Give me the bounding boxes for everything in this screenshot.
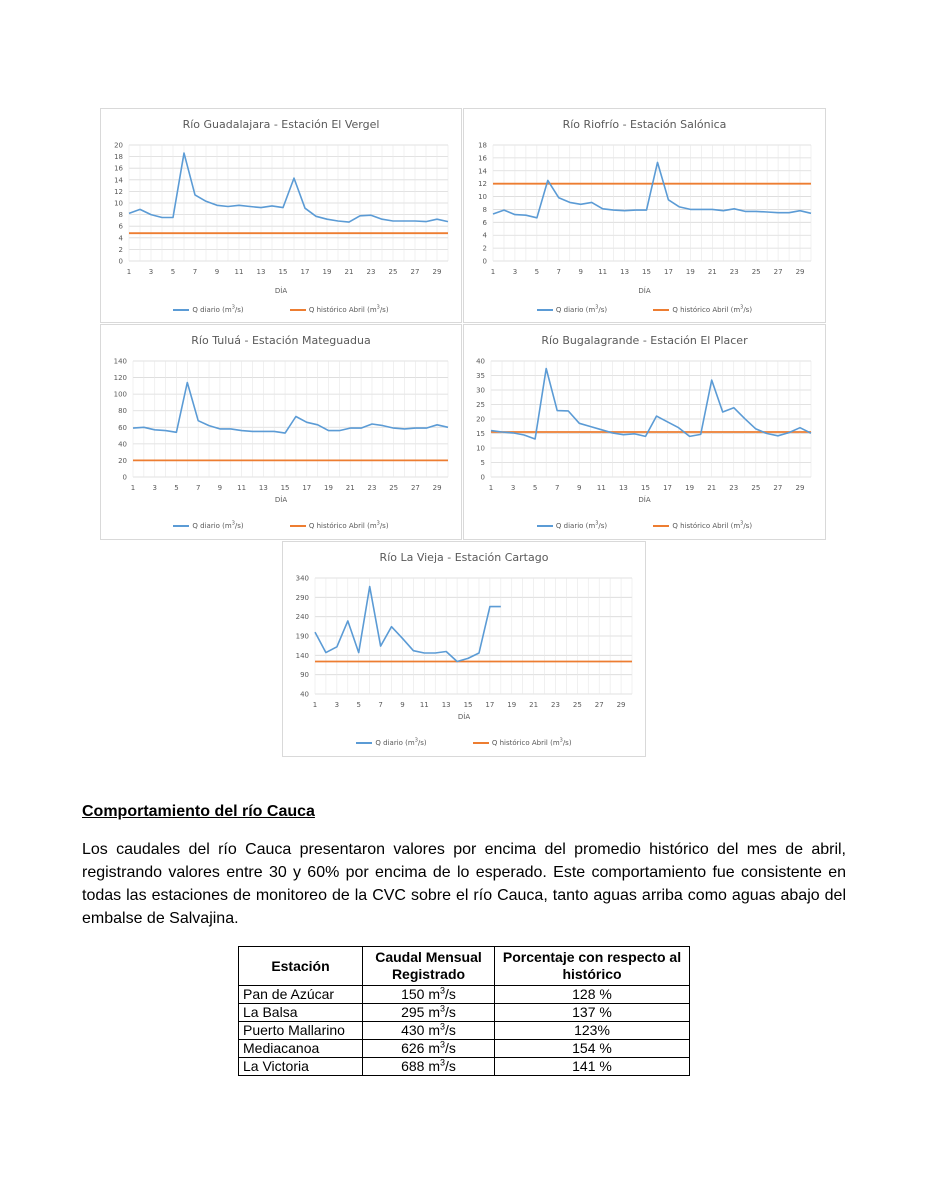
y-tick-label: 12 (114, 187, 123, 196)
x-tick-label: 13 (256, 268, 266, 276)
x-tick-label: 7 (554, 484, 560, 492)
x-tick-label: 25 (388, 268, 398, 276)
x-tick-label: 29 (432, 484, 442, 492)
x-axis-label: DÍA (274, 287, 288, 295)
x-tick-label: 11 (598, 268, 608, 276)
legend (101, 521, 461, 530)
series-line-q-diario (129, 153, 448, 222)
series-line-q-diario (315, 587, 501, 662)
y-tick-label: 16 (478, 154, 487, 163)
x-tick-label: 29 (616, 701, 626, 709)
x-tick-label: 25 (751, 268, 761, 276)
chart-title: Río Tuluá - Estación Mateguadua (191, 334, 371, 347)
x-tick-label: 3 (152, 484, 157, 492)
y-tick-label: 18 (114, 153, 123, 162)
legend-daily (173, 305, 243, 314)
legend-historic-swatch (473, 742, 489, 744)
y-tick-label: 10 (476, 444, 485, 453)
y-tick-label: 190 (295, 632, 309, 641)
legend-historic-label: Q histórico Abril $(m^3/s)$ (308, 521, 389, 531)
legend-daily-label: Q diario $(m^3/s)$ (192, 521, 244, 531)
y-tick-label: 40 (476, 357, 485, 366)
cell-percent: 123% (495, 1022, 690, 1040)
header-flow: Caudal Mensual Registrado (363, 947, 495, 986)
y-tick-label: 8 (482, 205, 487, 214)
x-tick-label: 25 (389, 484, 399, 492)
legend-historic (653, 305, 752, 314)
superscript: 3 (231, 521, 235, 527)
x-tick-label: 11 (237, 484, 247, 492)
y-tick-label: 20 (476, 415, 485, 424)
x-tick-label: 1 (490, 268, 496, 276)
table-row (239, 986, 690, 1004)
body-paragraph: Los caudales del río Cauca presentaron valores por encima del promedio histórico del mes de abril, registrando valores entre 30 y 60% por encima de lo esperado. Este comportamiento fue consistente en todas las estaciones de monitoreo de la CVC sobre el río Cauca, tanto aguas arriba como aguas abajo del embalse de Salvajina. (82, 841, 846, 927)
x-tick-label: 23 (367, 484, 377, 492)
superscript: 3 (376, 305, 380, 311)
x-tick-label: 5 (174, 484, 179, 492)
x-tick-label: 13 (618, 484, 628, 492)
x-tick-label: 27 (773, 268, 783, 276)
x-axis-label: DÍA (638, 496, 651, 504)
table-row (239, 1022, 690, 1040)
y-tick-label: 40 (300, 690, 309, 699)
chart-plot (464, 325, 827, 541)
superscript: 3 (595, 305, 599, 311)
y-tick-label: 6 (118, 222, 123, 231)
cell-percent: 128 % (495, 986, 690, 1004)
y-tick-label: 4 (482, 231, 487, 240)
cell-flow: 150 $m^3/s$ (363, 986, 495, 1004)
series-line-q-diario (491, 369, 811, 440)
x-tick-label: 3 (148, 268, 154, 276)
legend-historic-swatch (653, 525, 669, 527)
y-tick-label: 120 (113, 374, 127, 383)
chart-guadalajara (100, 108, 462, 323)
superscript: 3 (740, 305, 744, 311)
superscript: 3 (440, 1039, 446, 1050)
legend-daily-swatch (173, 309, 189, 311)
x-tick-label: 1 (312, 701, 318, 709)
y-tick-label: 10 (114, 199, 123, 208)
cell-station: La Balsa (239, 1004, 363, 1022)
y-tick-label: 0 (122, 473, 127, 482)
x-tick-label: 13 (620, 268, 630, 276)
x-tick-label: 17 (300, 268, 310, 276)
x-tick-label: 7 (378, 701, 383, 709)
x-tick-label: 5 (170, 268, 176, 276)
y-tick-label: 10 (478, 193, 487, 202)
x-tick-label: 3 (334, 701, 340, 709)
superscript: 3 (414, 738, 418, 744)
y-tick-label: 60 (118, 423, 127, 432)
x-tick-label: 29 (795, 484, 805, 492)
x-tick-label: 17 (663, 484, 673, 492)
cell-percent: 141 % (495, 1058, 690, 1076)
superscript: 3 (440, 1021, 446, 1032)
cell-flow: 626 $m^3/s$ (363, 1040, 495, 1058)
cell-station: Pan de Azúcar (239, 986, 363, 1004)
x-tick-label: 25 (572, 701, 582, 709)
legend-daily (356, 738, 426, 747)
legend-historic-label: Q histórico Abril $(m^3/s)$ (308, 305, 389, 315)
y-tick-label: 18 (478, 141, 487, 150)
x-tick-label: 23 (729, 484, 739, 492)
legend-daily-label: Q diario $(m^3/s)$ (555, 305, 608, 315)
superscript: 3 (440, 1057, 446, 1068)
y-tick-label: 30 (476, 386, 485, 395)
flow-value: 430 (401, 1022, 425, 1038)
header-station: Estación (239, 947, 363, 986)
x-tick-label: 23 (366, 268, 376, 276)
chart-title: Río Bugalagrande - Estación El Placer (541, 334, 748, 347)
y-tick-label: 2 (118, 245, 123, 254)
table-row (239, 1004, 690, 1022)
cell-percent: 137 % (495, 1004, 690, 1022)
x-tick-label: 9 (214, 268, 220, 276)
x-tick-label: 17 (485, 701, 495, 709)
cell-station: Mediacanoa (239, 1040, 363, 1058)
x-tick-label: 19 (322, 268, 332, 276)
cell-flow: 688 $m^3/s$ (363, 1058, 495, 1076)
x-tick-label: 1 (126, 268, 132, 276)
x-tick-label: 7 (192, 268, 198, 276)
x-tick-label: 11 (234, 268, 244, 276)
legend-historic-label: Q histórico Abril $(m^3/s)$ (491, 738, 572, 748)
x-tick-label: 15 (641, 484, 650, 492)
x-tick-label: 3 (512, 268, 518, 276)
flow-value: 150 (401, 986, 425, 1002)
x-tick-label: 21 (345, 484, 355, 492)
table-row (239, 1058, 690, 1076)
legend (283, 738, 645, 747)
chart-plot (283, 542, 647, 758)
legend-daily-label: Q diario $(m^3/s)$ (192, 305, 244, 315)
x-tick-label: 27 (773, 484, 783, 492)
y-tick-label: 140 (295, 651, 309, 660)
y-tick-label: 4 (118, 234, 123, 243)
cell-station: Puerto Mallarino (239, 1022, 363, 1040)
y-tick-label: 20 (118, 456, 127, 465)
legend (101, 305, 461, 314)
legend-historic-label: Q histórico Abril $(m^3/s)$ (672, 305, 753, 315)
y-tick-label: 90 (300, 671, 309, 680)
table-header-row (239, 947, 690, 986)
x-tick-label: 9 (400, 701, 405, 709)
x-tick-label: 17 (663, 268, 673, 276)
cell-flow: 430 $m^3/s$ (363, 1022, 495, 1040)
x-tick-label: 5 (534, 268, 540, 276)
superscript: 3 (559, 738, 563, 744)
legend-historic (473, 738, 572, 747)
flow-value: 688 (401, 1058, 425, 1074)
legend-daily (173, 521, 243, 530)
x-tick-label: 19 (685, 268, 695, 276)
y-tick-label: 15 (476, 430, 485, 438)
x-tick-label: 27 (410, 484, 420, 492)
flow-value: 295 (401, 1004, 425, 1020)
y-tick-label: 140 (113, 357, 127, 366)
x-tick-label: 27 (594, 701, 604, 709)
y-tick-label: 25 (476, 401, 485, 409)
y-tick-label: 340 (295, 574, 309, 583)
y-tick-label: 100 (113, 390, 127, 399)
legend-daily-swatch (173, 525, 189, 527)
x-axis-label: DÍA (638, 287, 651, 295)
x-tick-label: 29 (795, 268, 805, 276)
table-row (239, 1040, 690, 1058)
cell-percent: 154 % (495, 1040, 690, 1058)
table-body (239, 986, 690, 1076)
y-tick-label: 14 (478, 167, 487, 176)
x-tick-label: 9 (217, 484, 223, 492)
y-tick-label: 0 (482, 257, 487, 266)
x-tick-label: 11 (419, 701, 429, 709)
x-tick-label: 29 (432, 268, 442, 276)
x-axis-label: DÍA (274, 496, 288, 504)
y-tick-label: 2 (482, 244, 487, 253)
x-tick-label: 21 (529, 701, 539, 709)
cell-station: La Victoria (239, 1058, 363, 1076)
chart-la-vieja (282, 541, 646, 757)
y-tick-label: 80 (118, 407, 127, 416)
superscript: 3 (231, 305, 235, 311)
x-tick-label: 21 (707, 268, 717, 276)
legend-daily-swatch (537, 525, 553, 527)
legend-historic (653, 521, 752, 530)
chart-riofrio (463, 108, 826, 323)
x-tick-label: 7 (195, 484, 201, 492)
x-tick-label: 13 (258, 484, 268, 492)
x-tick-label: 27 (410, 268, 420, 276)
cell-flow: 295 $m^3/s$ (363, 1004, 495, 1022)
x-tick-label: 9 (578, 268, 583, 276)
section-heading: Comportamiento del río Cauca (82, 803, 315, 820)
y-tick-label: 16 (114, 164, 123, 173)
y-tick-label: 8 (118, 211, 123, 220)
legend-historic (290, 305, 389, 314)
y-tick-label: 35 (476, 372, 485, 380)
legend-historic-label: Q histórico Abril $(m^3/s)$ (672, 521, 753, 531)
x-tick-label: 17 (302, 484, 312, 492)
x-tick-label: 23 (551, 701, 560, 709)
x-tick-label: 19 (507, 701, 517, 709)
legend-historic-swatch (653, 309, 669, 311)
x-tick-label: 7 (556, 268, 562, 276)
x-tick-label: 15 (642, 268, 651, 276)
x-tick-label: 21 (344, 268, 354, 276)
y-tick-label: 6 (482, 218, 487, 227)
flow-value: 626 (401, 1040, 425, 1056)
superscript: 3 (440, 985, 446, 996)
x-tick-label: 21 (707, 484, 717, 492)
series-line-q-diario (133, 383, 448, 434)
x-tick-label: 1 (488, 484, 494, 492)
superscript: 3 (440, 1003, 446, 1014)
legend-daily (537, 521, 607, 530)
x-tick-label: 5 (356, 701, 361, 709)
x-tick-label: 5 (532, 484, 538, 492)
legend-historic-swatch (290, 309, 306, 311)
y-tick-label: 14 (114, 176, 123, 185)
x-tick-label: 15 (278, 268, 288, 276)
legend-daily-swatch (356, 742, 372, 744)
y-tick-label: 5 (480, 459, 485, 467)
legend-daily-swatch (537, 309, 553, 311)
superscript: 3 (740, 521, 744, 527)
legend-historic-swatch (290, 525, 306, 527)
chart-title: Río La Vieja - Estación Cartago (379, 551, 549, 564)
x-tick-label: 19 (685, 484, 695, 492)
x-tick-label: 19 (324, 484, 333, 492)
legend (464, 521, 825, 530)
x-tick-label: 1 (130, 484, 136, 492)
x-tick-label: 15 (463, 701, 473, 709)
y-tick-label: 290 (295, 593, 309, 602)
station-flow-table (238, 946, 690, 1076)
x-tick-label: 23 (729, 268, 739, 276)
y-tick-label: 0 (480, 473, 485, 482)
y-tick-label: 20 (114, 141, 123, 150)
legend (464, 305, 825, 314)
chart-plot (101, 325, 463, 541)
x-tick-label: 13 (441, 701, 451, 709)
x-tick-label: 15 (280, 484, 290, 492)
superscript: 3 (376, 521, 380, 527)
x-tick-label: 25 (751, 484, 761, 492)
y-tick-label: 240 (295, 613, 309, 622)
legend-historic (290, 521, 389, 530)
legend-daily-label: Q diario $(m^3/s)$ (375, 738, 427, 748)
x-tick-label: 3 (510, 484, 516, 492)
chart-tulua (100, 324, 462, 540)
y-tick-label: 12 (478, 180, 487, 189)
superscript: 3 (595, 521, 599, 527)
legend-daily-label: Q diario $(m^3/s)$ (555, 521, 608, 531)
chart-title: Río Guadalajara - Estación El Vergel (182, 118, 380, 131)
x-tick-label: 11 (596, 484, 606, 492)
x-tick-label: 9 (577, 484, 582, 492)
y-tick-label: 40 (118, 440, 127, 449)
y-tick-label: 0 (118, 257, 123, 266)
chart-title: Río Riofrío - Estación Salónica (562, 118, 727, 131)
header-percent: Porcentaje con respecto al histórico (495, 947, 690, 986)
legend-daily (537, 305, 607, 314)
x-axis-label: DÍA (457, 713, 471, 721)
chart-bugalagrande (463, 324, 826, 540)
